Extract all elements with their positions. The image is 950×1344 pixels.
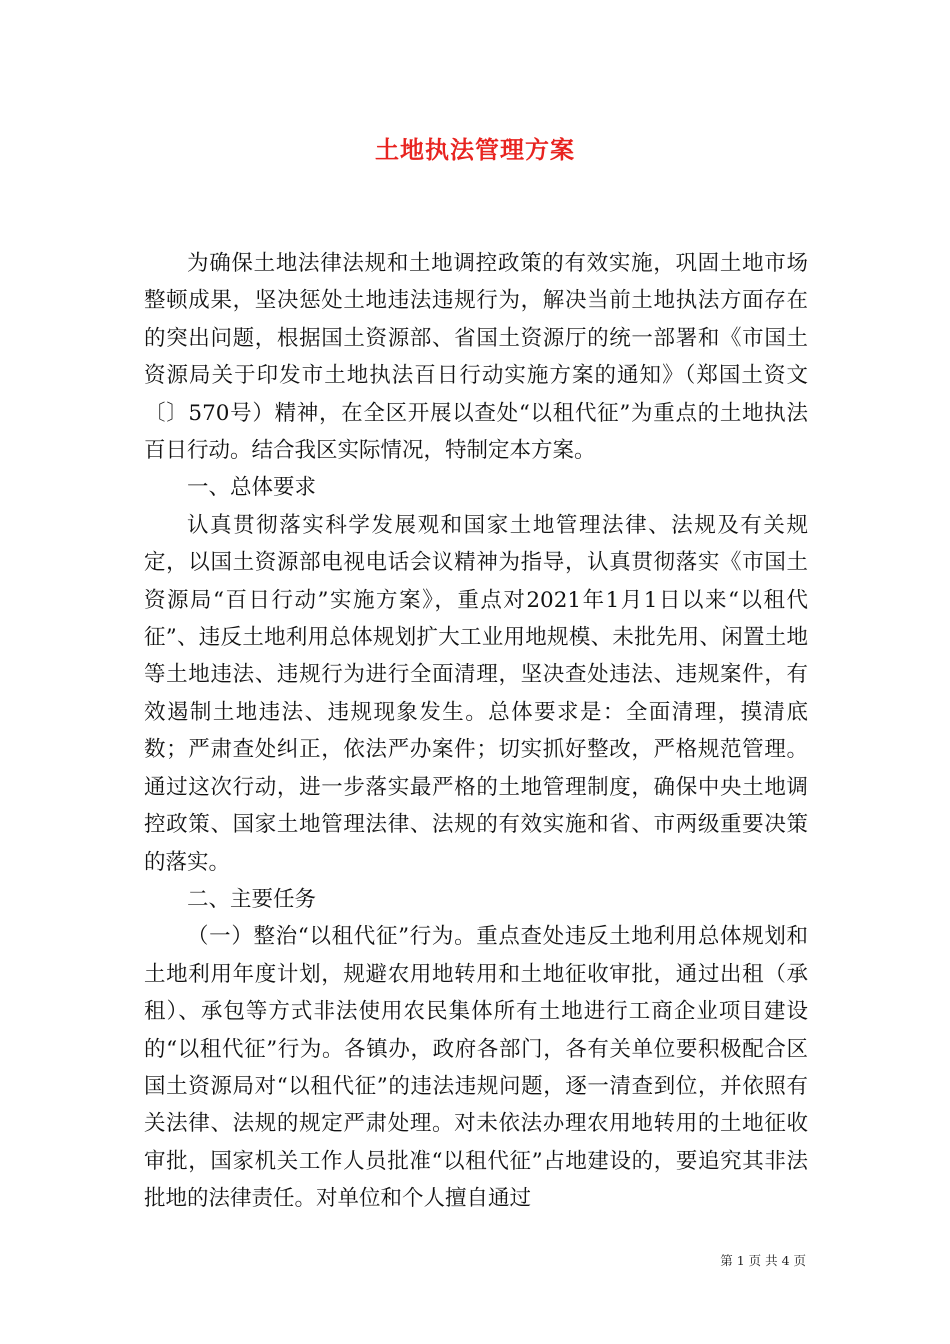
main-tasks-paragraph: （一）整治“以租代征”行为。重点查处违反土地利用总体规划和土地利用年度计划，规避农用地转用和土地征收审批，通过出租（承租）、承包等方式非法使用农民集体所有土地进行工商企业项目建设的“以租代征”行为。各镇办，政府各部门，各有关单位要积极配合区国土资源局对“以租代征”的违法违规问题，逐一清查到位，并依照有关法律、法规的规定严肃处理。对未依法办理农用地转用的土地征收审批，国家机关工作人员批准“以租代征”占地建设的，要追究其非法批地的法律责任。对单位和个人擅自通过 — [144, 924, 808, 1212]
page-number: 第 1 页 共 4 页 — [720, 1253, 806, 1268]
general-requirements-paragraph: 认真贯彻落实科学发展观和国家土地管理法律、法规及有关规定，以国土资源部电视电话会议精神为指导，认真贯彻落实《市国土资源局“百日行动”实施方案》，重点对2021年1月1日以来“以租代征”、违反土地利用总体规划扩大工业用地规模、未批先用、闲置土地等土地违法、违规行为进行全面清理，坚决查处违法、违规案件，有效遏制土地违法、违规现象发生。总体要求是：全面清理，摸清底数；严肃查处纠正，依法严办案件；切实抓好整改，严格规范管理。通过这次行动，进一步落实最严格的土地管理制度，确保中央土地调控政策、国家土地管理法律、法规的有效实施和省、市两级重要决策的落实。 — [144, 512, 808, 875]
section-heading-main-tasks: 二、主要任务 — [187, 886, 317, 912]
document-body — [144, 245, 808, 1218]
section-heading-general-requirements: 一、总体要求 — [187, 475, 317, 501]
intro-paragraph: 为确保土地法律法规和土地调控政策的有效实施，巩固土地市场整顿成果，坚决惩处土地违法违规行为，解决当前土地执法方面存在的突出问题，根据国土资源部、省国土资源厅的统一部署和《市国土资源局关于印发市土地执法百日行动实施方案的通知》（郑国土资文〔〕570号）精神，在全区开展以查处“以租代征”为重点的土地执法百日行动。结合我区实际情况，特制定本方案。 — [144, 251, 808, 464]
document-title: 土地执法管理方案 — [375, 135, 575, 164]
